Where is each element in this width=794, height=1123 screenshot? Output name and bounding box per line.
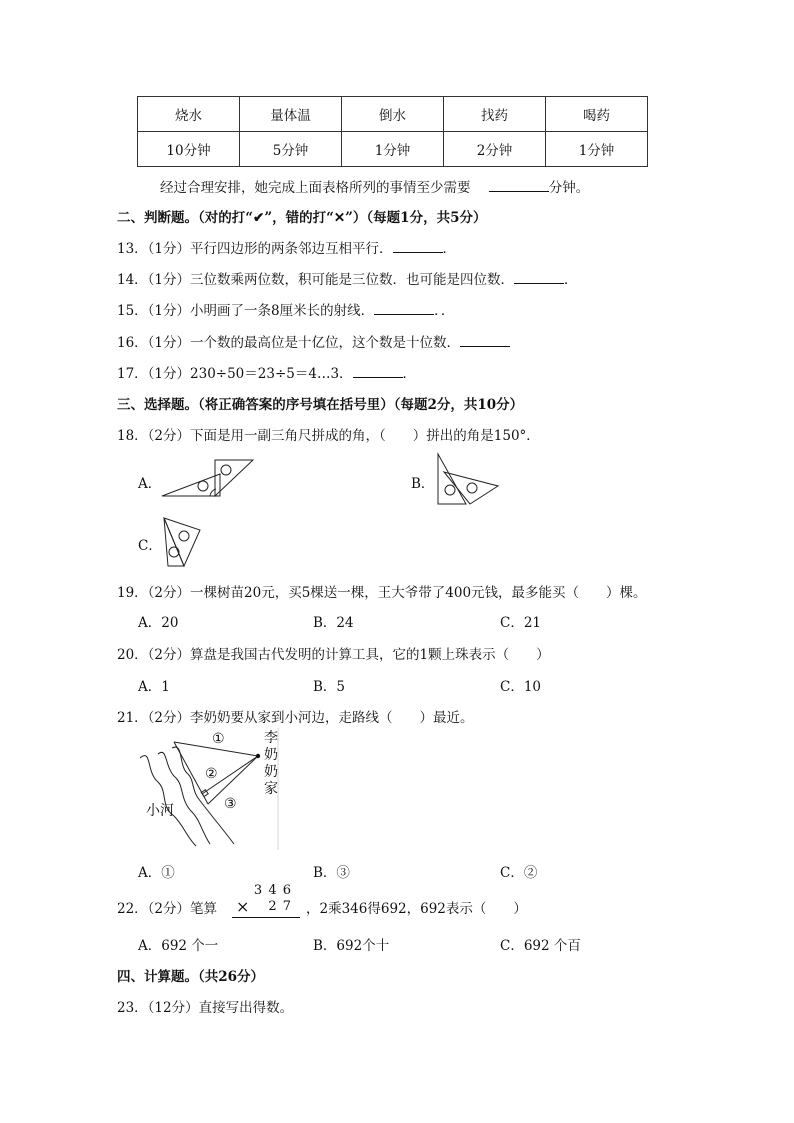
- option-a[interactable]: A．692 个一: [138, 938, 219, 954]
- answer-blank[interactable]: [514, 269, 564, 284]
- option-c-label[interactable]: C．: [138, 538, 162, 554]
- table-cell: 喝药: [546, 97, 648, 132]
- option-a-label[interactable]: A．: [138, 476, 162, 492]
- section-3-title: 三、选择题。（将正确答案的序号填在括号里）（每题2分，共10分）: [117, 397, 524, 413]
- answer-blank[interactable]: [393, 238, 443, 253]
- answer-blank[interactable]: [374, 300, 434, 315]
- set-square-figure-c: [160, 514, 206, 570]
- q12-tail-text: 经过合理安排，她完成上面表格所列的事情至少需要: [160, 180, 471, 196]
- option-a[interactable]: A．1: [138, 679, 170, 695]
- question-15: [117, 299, 454, 319]
- table-cell: 量体温: [240, 97, 342, 132]
- house-label-char: 家: [264, 781, 278, 797]
- question-15-end: ．．: [434, 303, 455, 319]
- question-16-text: 16．（1分）一个数的最高位是十亿位，这个数是十位数．: [117, 335, 461, 351]
- table-cell: 10分钟: [138, 132, 240, 167]
- question-20-text: 20．（2分）算盘是我国古代发明的计算工具，它的1颗上珠表示（ ）: [117, 647, 550, 663]
- set-square-figure-a: [160, 456, 260, 500]
- task-time-table: [137, 96, 648, 167]
- times-sign: ×: [236, 897, 250, 916]
- table-header-row: [138, 97, 648, 132]
- option-b-label[interactable]: B．: [411, 476, 435, 492]
- q12-tail-line: [160, 176, 589, 196]
- question-14: [117, 268, 578, 288]
- table-cell: 1分钟: [546, 132, 648, 167]
- question-13: [117, 237, 456, 257]
- question-13-text: 13．（1分）平行四边形的两条邻边互相平行．: [117, 241, 393, 257]
- question-19-text: 19．（2分）一棵树苗20元，买5棵送一棵，王大爷带了400元钱，最多能买（ ）棵。: [117, 585, 647, 601]
- question-23-text: 23．（12分）直接写出得数。: [117, 1000, 294, 1016]
- question-16: [117, 331, 510, 351]
- multiplier: 2 7: [268, 899, 292, 914]
- option-c[interactable]: C．21: [500, 615, 542, 631]
- answer-blank[interactable]: [353, 363, 403, 378]
- question-13-end: ．: [442, 241, 457, 257]
- question-17: [117, 362, 416, 382]
- question-14-end: ．: [564, 272, 578, 288]
- option-c[interactable]: C．②: [500, 865, 538, 881]
- section-4-title: 四、计算题。（共26分）: [117, 969, 265, 985]
- q12-unit: 分钟。: [548, 180, 590, 196]
- question-15-text: 15．（1分）小明画了一条8厘米长的射线．: [117, 303, 375, 319]
- question-18-text: 18．（2分）下面是用一副三角尺拼成的角，（ ）拼出的角是150°．: [117, 428, 540, 444]
- house-label-char: 李: [264, 730, 278, 746]
- section-2-title: 二、判断题。（对的打“✔”，错的打“✕”）（每题1分，共5分）: [117, 210, 487, 226]
- table-cell: 1分钟: [342, 132, 444, 167]
- route-1-label: ①: [212, 731, 225, 747]
- table-cell: 5分钟: [240, 132, 342, 167]
- table-cell: 倒水: [342, 97, 444, 132]
- river-label: 小河: [146, 803, 174, 819]
- question-21-text: 21．（2分）李奶奶要从家到小河边，走路线（ ）最近。: [117, 710, 474, 726]
- house-label: [264, 730, 278, 798]
- option-b[interactable]: B．692个十: [313, 938, 390, 954]
- option-a[interactable]: A．①: [138, 865, 175, 881]
- option-b[interactable]: B．③: [313, 865, 350, 881]
- option-c[interactable]: C．692 个百: [500, 938, 581, 954]
- house-label-char: 奶: [264, 747, 278, 763]
- answer-blank[interactable]: [460, 332, 510, 347]
- option-c[interactable]: C．10: [500, 679, 542, 695]
- route-map-figure: [138, 728, 283, 850]
- table-value-row: [138, 132, 648, 167]
- route-3-label: ③: [224, 796, 237, 812]
- set-square-figure-b: [434, 452, 504, 508]
- question-17-text: 17．（1分）230÷50＝23÷5＝4…3．: [117, 366, 353, 382]
- option-a[interactable]: A．20: [138, 615, 179, 631]
- question-22-tail: ，2乘346得692，692表示（ ）: [306, 901, 527, 917]
- multiplier-row: [232, 899, 302, 915]
- vertical-multiplication: [232, 883, 302, 918]
- question-22-lead: 22．（2分）笔算: [117, 901, 218, 917]
- question-17-end: ．: [402, 366, 417, 382]
- option-b[interactable]: B．24: [313, 615, 354, 631]
- answer-blank[interactable]: [489, 177, 549, 192]
- multiplicand: 3 4 6: [253, 883, 292, 898]
- house-label-char: 奶: [264, 764, 278, 780]
- table-cell: 2分钟: [444, 132, 546, 167]
- route-2-label: ②: [205, 766, 218, 782]
- table-cell: 找药: [444, 97, 546, 132]
- option-b[interactable]: B．5: [313, 679, 346, 695]
- table-cell: 烧水: [138, 97, 240, 132]
- result-line: [232, 917, 300, 918]
- question-14-text: 14．（1分）三位数乘两位数，积可能是三位数．也可能是四位数．: [117, 272, 515, 288]
